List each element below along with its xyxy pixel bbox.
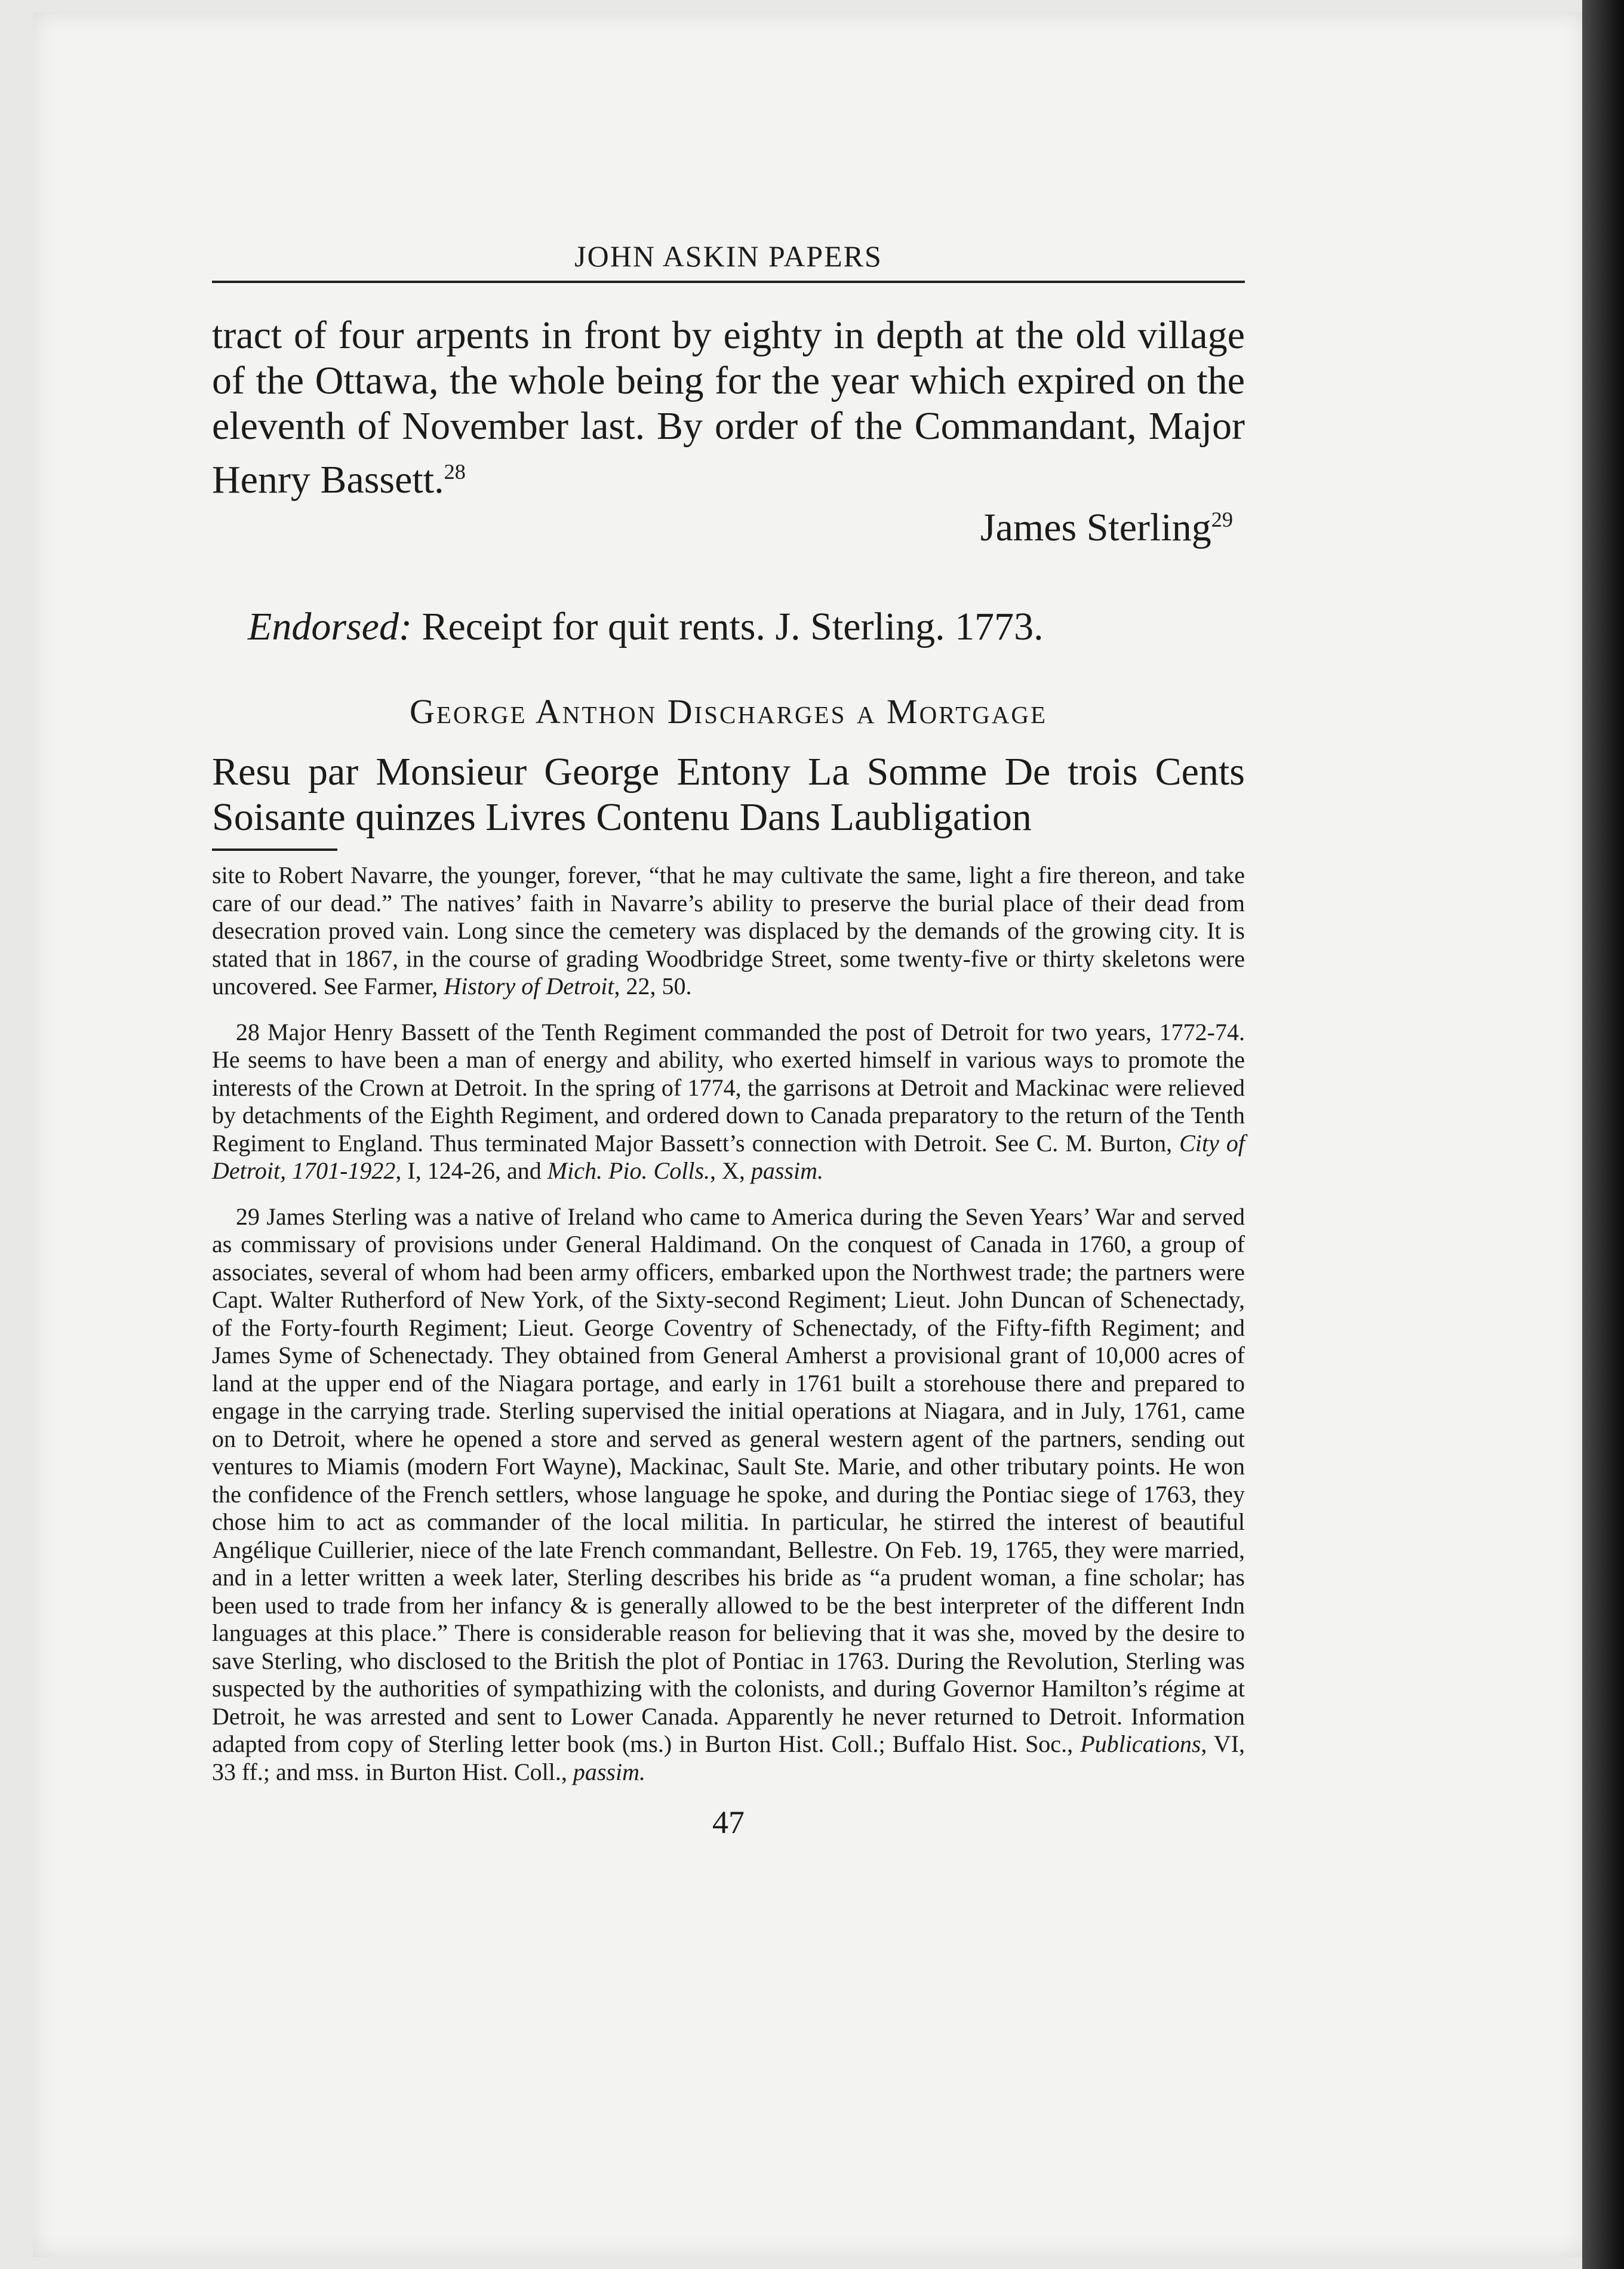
section-title: George Anthon Discharges a Mortgage bbox=[409, 692, 1047, 731]
page-sheet bbox=[33, 12, 1585, 2257]
running-head: JOHN ASKIN PAPERS bbox=[212, 239, 1245, 283]
endorsed-text: Receipt for quit rents. J. Sterling. 1773. bbox=[411, 605, 1044, 648]
body-paragraph bbox=[212, 313, 1245, 503]
body-text: tract of four arpents in front by eighty in depth at the old village of the Ottawa, the whole being for the year which expired on the eleventh of November last. By order of the Commandant, Major Henry Bassett. bbox=[212, 313, 1245, 502]
page-content bbox=[212, 239, 1245, 1841]
footnote-continuation: site to Robert Navarre, the younger, forever, “that he may cultivate the same, light a fire thereon, and take care of our dead.” The natives’ faith in Navarre’s ability to preserve the burial place of their dead from desecration proved vain. Long since the cemetery was displaced by the demands of the growing city. It is stated that in 1867, in the course of grading Woodbridge Street, some twenty-five or thirty skeletons were uncovered. See Farmer, History of Detroit, 22, 50. bbox=[212, 862, 1245, 1000]
signature-name: James Sterling bbox=[980, 506, 1211, 549]
french-text: Resu par Monsieur George Entony La Somme De trois Cents Soisante quinzes Livres Contenu Dans Laubligation bbox=[212, 750, 1245, 839]
footnote-28: 28 Major Henry Bassett of the Tenth Regiment commanded the post of Detroit for two years, 1772-74. He seems to have been a man of energy and ability, who exerted himself in various ways to promote the interests of the Crown at Detroit. In the spring of 1774, the garrisons at Detroit and Mackinac were relieved by detachments of the Eighth Regiment, and ordered down to Canada preparatory to the return of the Tenth Regiment to England. Thus terminated Major Bassett’s connection with Detroit. See C. M. Burton, City of Detroit, 1701-1922, I, 124-26, and Mich. Pio. Colls., X, passim. bbox=[212, 1018, 1245, 1184]
footnote-rule bbox=[212, 848, 337, 851]
endorsement bbox=[212, 604, 1245, 650]
scan-edge bbox=[1582, 0, 1624, 2269]
note-ref-29: 29 bbox=[1211, 508, 1233, 531]
page-number: 47 bbox=[712, 1804, 745, 1840]
footnotes bbox=[212, 862, 1245, 1786]
signature bbox=[212, 497, 1245, 551]
footnote-29: 29 James Sterling was a native of Ireland who came to America during the Seven Years’ War and served as commissary of provisions under General Haldimand. On the conquest of Canada in 1760, a group of associates, several of whom had been army officers, embarked upon the Northwest trade; the partners were Capt. Walter Rutherford of New York, of the Sixty-second Regiment; Lieut. John Duncan of Schenectady, of the Forty-fourth Regiment; Lieut. George Coventry of Schenectady, of the Fifty-fifth Regiment; and James Syme of Schenectady. They obtained from General Amherst a provisional grant of 10,000 acres of land at the upper end of the Niagara portage, and early in 1761 built a storehouse there and prepared to engage in the carrying trade. Sterling supervised the initial operations at Niagara, and in July, 1761, came on to Detroit, where he opened a store and served as general western agent of the partners, sending out ventures to Miamis (modern Fort Wayne), Mackinac, Sault Ste. Marie, and other tributary points. He won the confidence of the French settlers, whose language he spoke, and during the Pontiac siege of 1763, they chose him to act as commander of the local militia. In particular, he stirred the interest of beautiful Angélique Cuillerier, niece of the late French commandant, Bellestre. On Feb. 19, 1765, they were married, and in a letter written a week later, Sterling describes his bride as “a prudent woman, a fine scholar; has been used to trade from her infancy & is generally allowed to be the best interpreter of the different Indn languages at this place.” There is considerable reason for believing that it was she, moved by the desire to save Sterling, who disclosed to the British the plot of Pontiac in 1763. During the Revolution, Sterling was suspected by the authorities of sympathizing with the colonists, and during Governor Hamilton’s régime at Detroit, he was arrested and sent to Lower Canada. Apparently he never returned to Detroit. Information adapted from copy of Sterling letter book (ms.) in Burton Hist. Coll.; Buffalo Hist. Soc., Publications, VI, 33 ff.; and mss. in Burton Hist. Coll., passim. bbox=[212, 1203, 1245, 1785]
endorsed-label: Endorsed: bbox=[248, 605, 412, 648]
note-ref-28: 28 bbox=[444, 460, 466, 484]
